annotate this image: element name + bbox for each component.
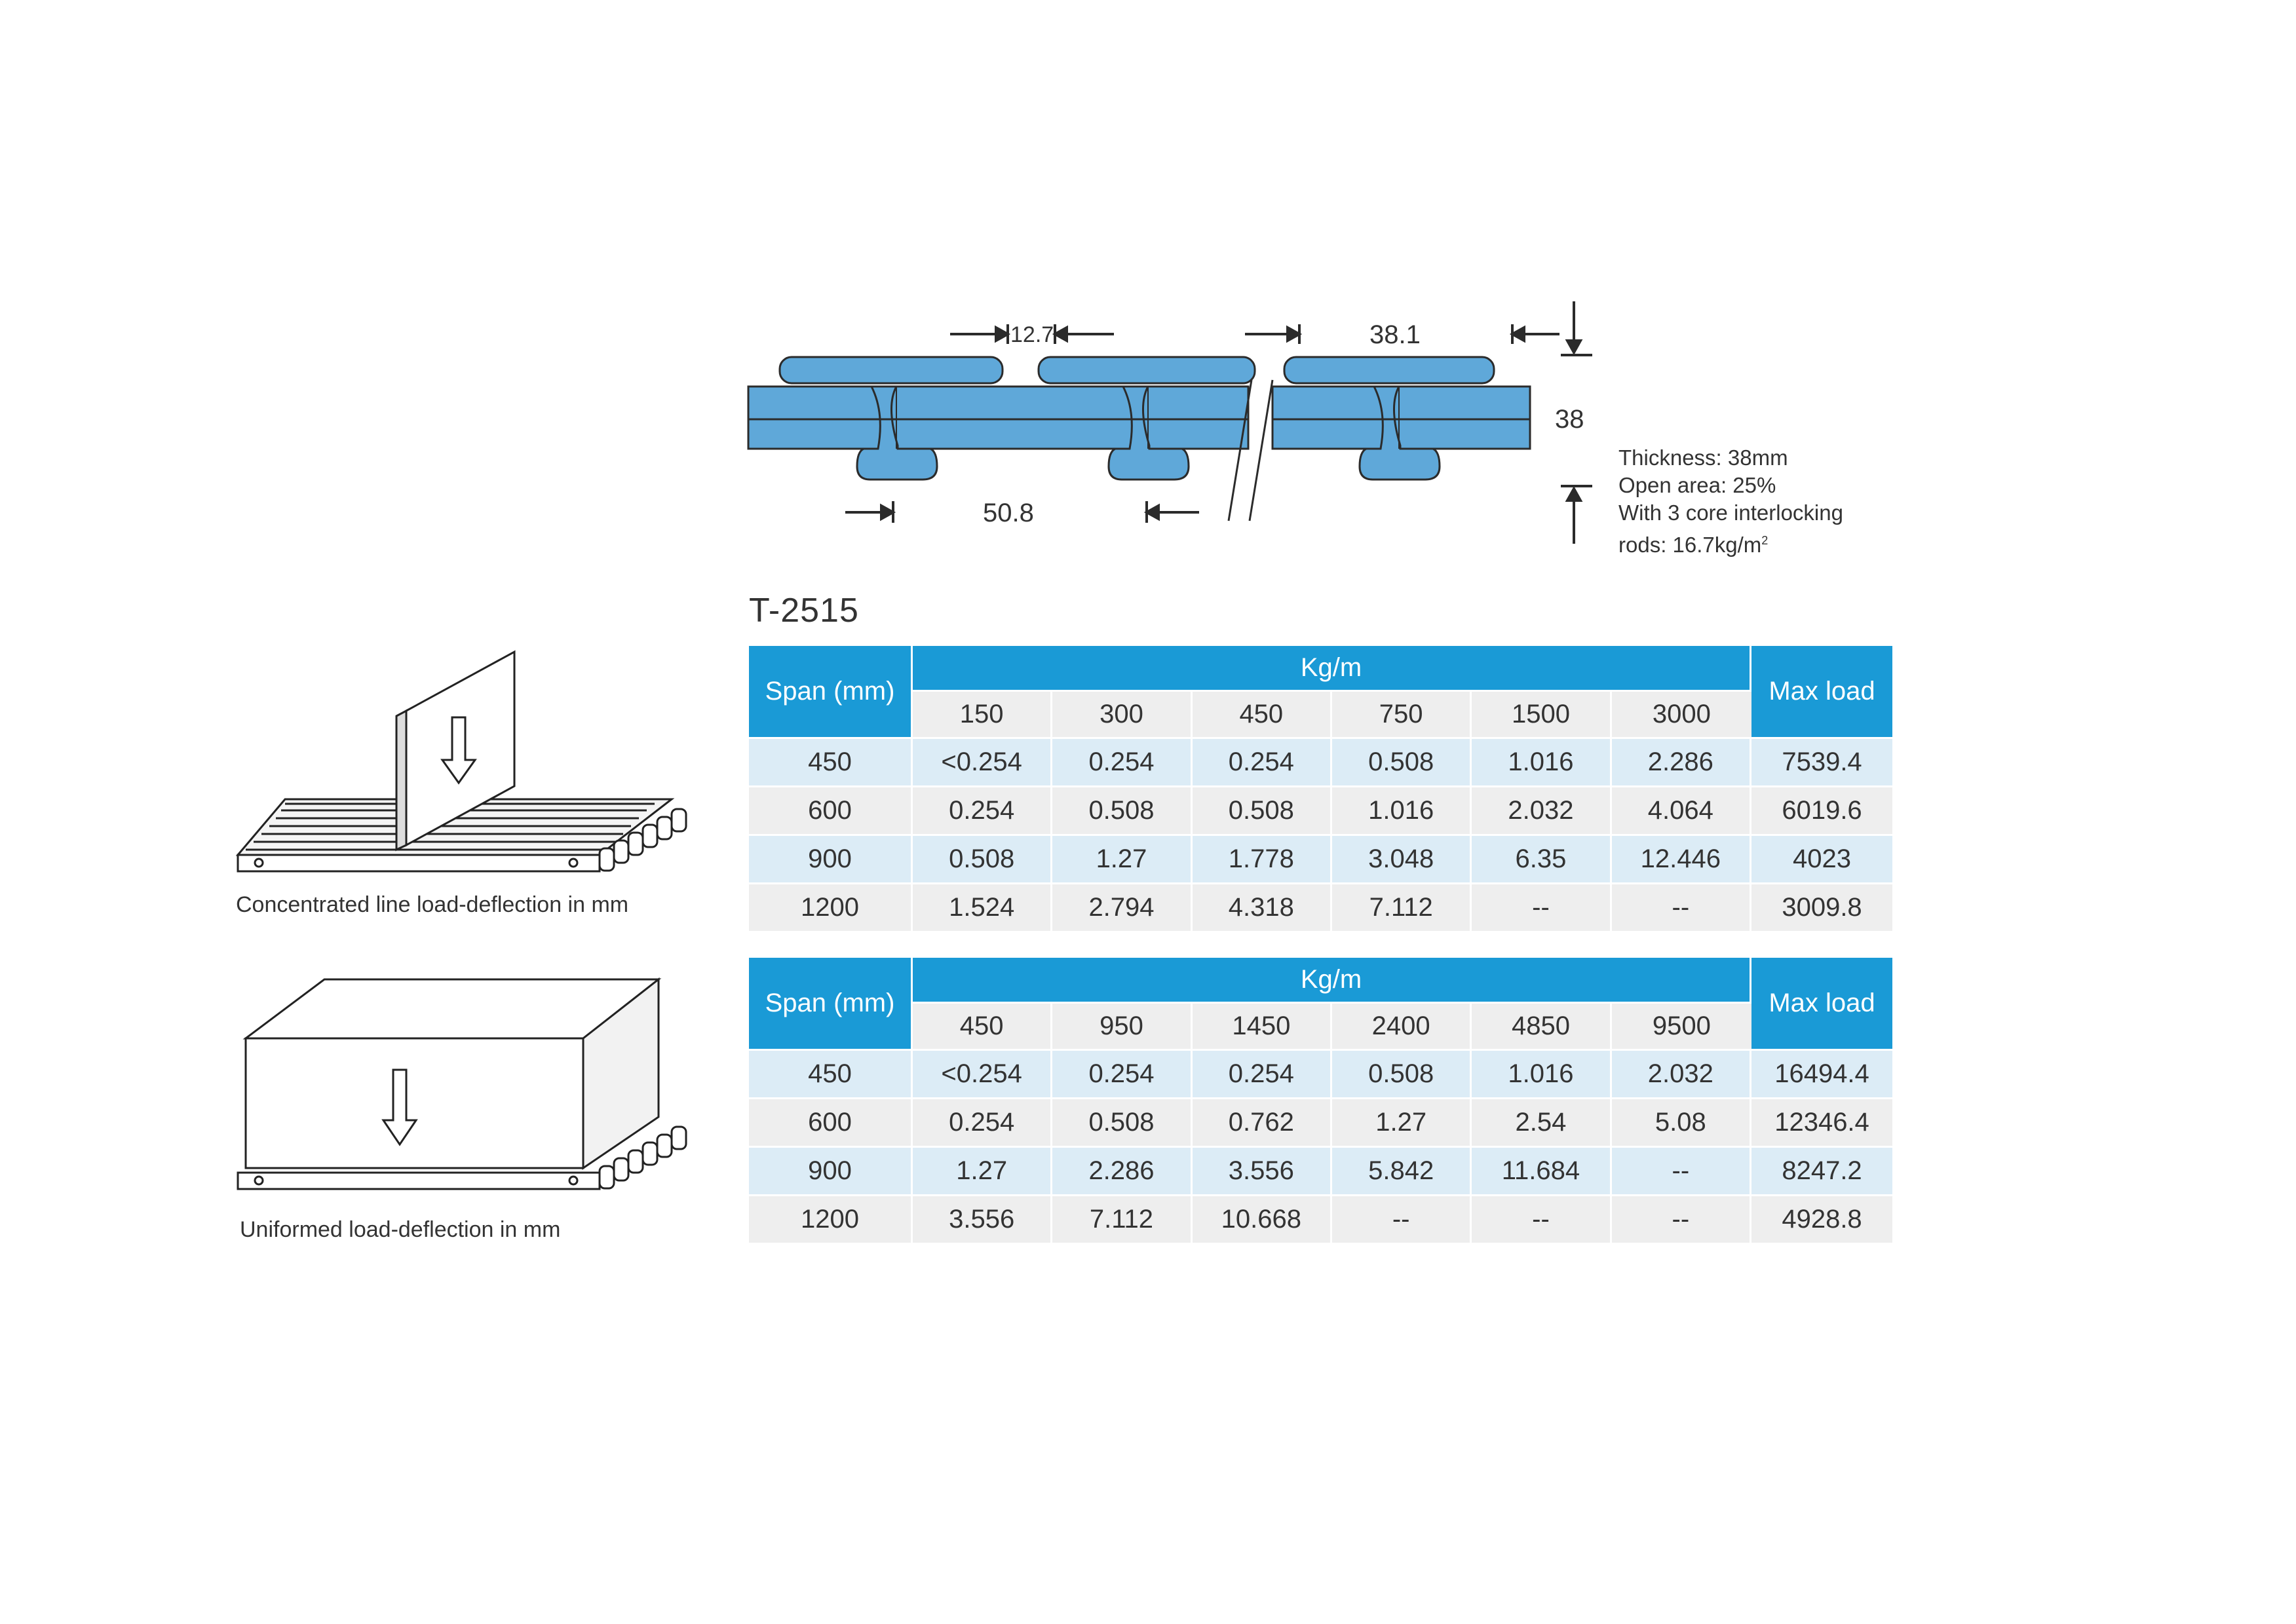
deflection-cell: --	[1332, 1196, 1472, 1245]
load-column-header: 2400	[1332, 1004, 1472, 1051]
span-cell: 900	[749, 1148, 913, 1196]
dim-label-12-7: 12.7	[1010, 322, 1054, 347]
load-column-header: 950	[1052, 1004, 1192, 1051]
table-row	[749, 739, 1892, 787]
spec-weight	[1618, 527, 1843, 559]
deflection-cell: 1.27	[1052, 836, 1192, 884]
deflection-cell: 12.446	[1612, 836, 1751, 884]
max-load-cell: 3009.8	[1751, 884, 1892, 933]
max-load-cell: 4928.8	[1751, 1196, 1892, 1245]
deflection-cell: 4.064	[1612, 787, 1751, 836]
load-column-header: 4850	[1472, 1004, 1611, 1051]
deflection-cell: 2.794	[1052, 884, 1192, 933]
deflection-cell: 1.016	[1472, 739, 1611, 787]
deflection-cell: <0.254	[913, 1051, 1052, 1099]
dim-label-38: 38	[1555, 405, 1584, 434]
deflection-cell: 0.254	[1052, 1051, 1192, 1099]
deflection-cell: 2.54	[1472, 1099, 1611, 1148]
line-load-table	[749, 646, 1892, 933]
load-column-header: 1450	[1193, 1004, 1332, 1051]
table-row	[749, 1099, 1892, 1148]
deflection-cell: 0.254	[1193, 1051, 1332, 1099]
load-column-header: 450	[913, 1004, 1052, 1051]
deflection-cell: 0.508	[1052, 1099, 1192, 1148]
deflection-cell: 10.668	[1193, 1196, 1332, 1245]
deflection-cell: --	[1612, 884, 1751, 933]
max-load-cell: 4023	[1751, 836, 1892, 884]
deflection-cell: 0.254	[913, 1099, 1052, 1148]
span-cell: 450	[749, 1051, 913, 1099]
kgm-header: Kg/m	[913, 958, 1751, 1004]
deflection-cell: --	[1612, 1148, 1751, 1196]
uniform-load-illustration	[233, 973, 691, 1209]
deflection-cell: --	[1472, 884, 1611, 933]
deflection-cell: 6.35	[1472, 836, 1611, 884]
load-column-header: 1500	[1472, 692, 1611, 739]
spec-weight-value: rods: 16.7kg/m	[1618, 533, 1762, 557]
dim-label-50-8: 50.8	[983, 499, 1034, 527]
max-load-header: Max load	[1751, 958, 1892, 1051]
deflection-cell: <0.254	[913, 739, 1052, 787]
table-row	[749, 787, 1892, 836]
span-cell: 900	[749, 836, 913, 884]
spec-thickness: Thickness: 38mm	[1618, 445, 1788, 470]
span-cell: 450	[749, 739, 913, 787]
deflection-cell: 0.508	[1332, 1051, 1472, 1099]
deflection-cell: 2.032	[1472, 787, 1611, 836]
uniform-load-caption: Uniformed load-deflection in mm	[240, 1217, 561, 1242]
deflection-cell: 3.556	[1193, 1148, 1332, 1196]
deflection-cell: 4.318	[1193, 884, 1332, 933]
deflection-cell: 1.27	[1332, 1099, 1472, 1148]
deflection-cell: 0.254	[1052, 739, 1192, 787]
deflection-cell: 3.556	[913, 1196, 1052, 1245]
deflection-cell: 0.254	[1193, 739, 1332, 787]
span-cell: 1200	[749, 884, 913, 933]
spec-rods: With 3 core interlocking	[1618, 500, 1843, 525]
max-load-cell: 16494.4	[1751, 1051, 1892, 1099]
deflection-cell: 0.508	[913, 836, 1052, 884]
max-load-cell: 8247.2	[1751, 1148, 1892, 1196]
grating-profile-diagram	[740, 295, 1618, 570]
deflection-cell: 0.508	[1332, 739, 1472, 787]
line-load-caption: Concentrated line load-deflection in mm	[236, 892, 629, 917]
spec-notes	[1618, 444, 1843, 559]
span-header: Span (mm)	[749, 958, 913, 1051]
deflection-cell: 1.524	[913, 884, 1052, 933]
span-cell: 600	[749, 787, 913, 836]
deflection-cell: 7.112	[1052, 1196, 1192, 1245]
deflection-cell: 0.508	[1193, 787, 1332, 836]
max-load-header: Max load	[1751, 646, 1892, 739]
deflection-cell: 5.08	[1612, 1099, 1751, 1148]
deflection-cell: 0.508	[1052, 787, 1192, 836]
load-column-header: 3000	[1612, 692, 1751, 739]
deflection-cell: 1.016	[1332, 787, 1472, 836]
load-column-header: 150	[913, 692, 1052, 739]
deflection-cell: 11.684	[1472, 1148, 1611, 1196]
table-row	[749, 884, 1892, 933]
load-column-header: 300	[1052, 692, 1192, 739]
deflection-cell: --	[1612, 1196, 1751, 1245]
deflection-cell: 7.112	[1332, 884, 1472, 933]
deflection-cell: 0.762	[1193, 1099, 1332, 1148]
dim-label-38-1: 38.1	[1369, 320, 1421, 349]
uniform-load-table	[749, 958, 1892, 1245]
load-column-header: 750	[1332, 692, 1472, 739]
deflection-cell: 2.286	[1612, 739, 1751, 787]
deflection-cell: 2.032	[1612, 1051, 1751, 1099]
deflection-cell: 0.254	[913, 787, 1052, 836]
spec-open-area: Open area: 25%	[1618, 473, 1776, 497]
kgm-header: Kg/m	[913, 646, 1751, 692]
max-load-cell: 6019.6	[1751, 787, 1892, 836]
model-title: T-2515	[749, 592, 859, 630]
span-cell: 1200	[749, 1196, 913, 1245]
deflection-cell: --	[1472, 1196, 1611, 1245]
max-load-cell: 12346.4	[1751, 1099, 1892, 1148]
deflection-cell: 1.016	[1472, 1051, 1611, 1099]
deflection-cell: 1.778	[1193, 836, 1332, 884]
load-box-front	[246, 1038, 583, 1168]
spec-weight-sup: 2	[1761, 534, 1769, 547]
span-cell: 600	[749, 1099, 913, 1148]
table-row	[749, 1148, 1892, 1196]
line-load-illustration	[233, 645, 691, 888]
table-row	[749, 1196, 1892, 1245]
span-header: Span (mm)	[749, 646, 913, 739]
deflection-cell: 5.842	[1332, 1148, 1472, 1196]
deflection-cell: 1.27	[913, 1148, 1052, 1196]
max-load-cell: 7539.4	[1751, 739, 1892, 787]
deflection-cell: 3.048	[1332, 836, 1472, 884]
deflection-cell: 2.286	[1052, 1148, 1192, 1196]
table-row	[749, 1051, 1892, 1099]
table-row	[749, 836, 1892, 884]
load-column-header: 9500	[1612, 1004, 1751, 1051]
load-column-header: 450	[1193, 692, 1332, 739]
